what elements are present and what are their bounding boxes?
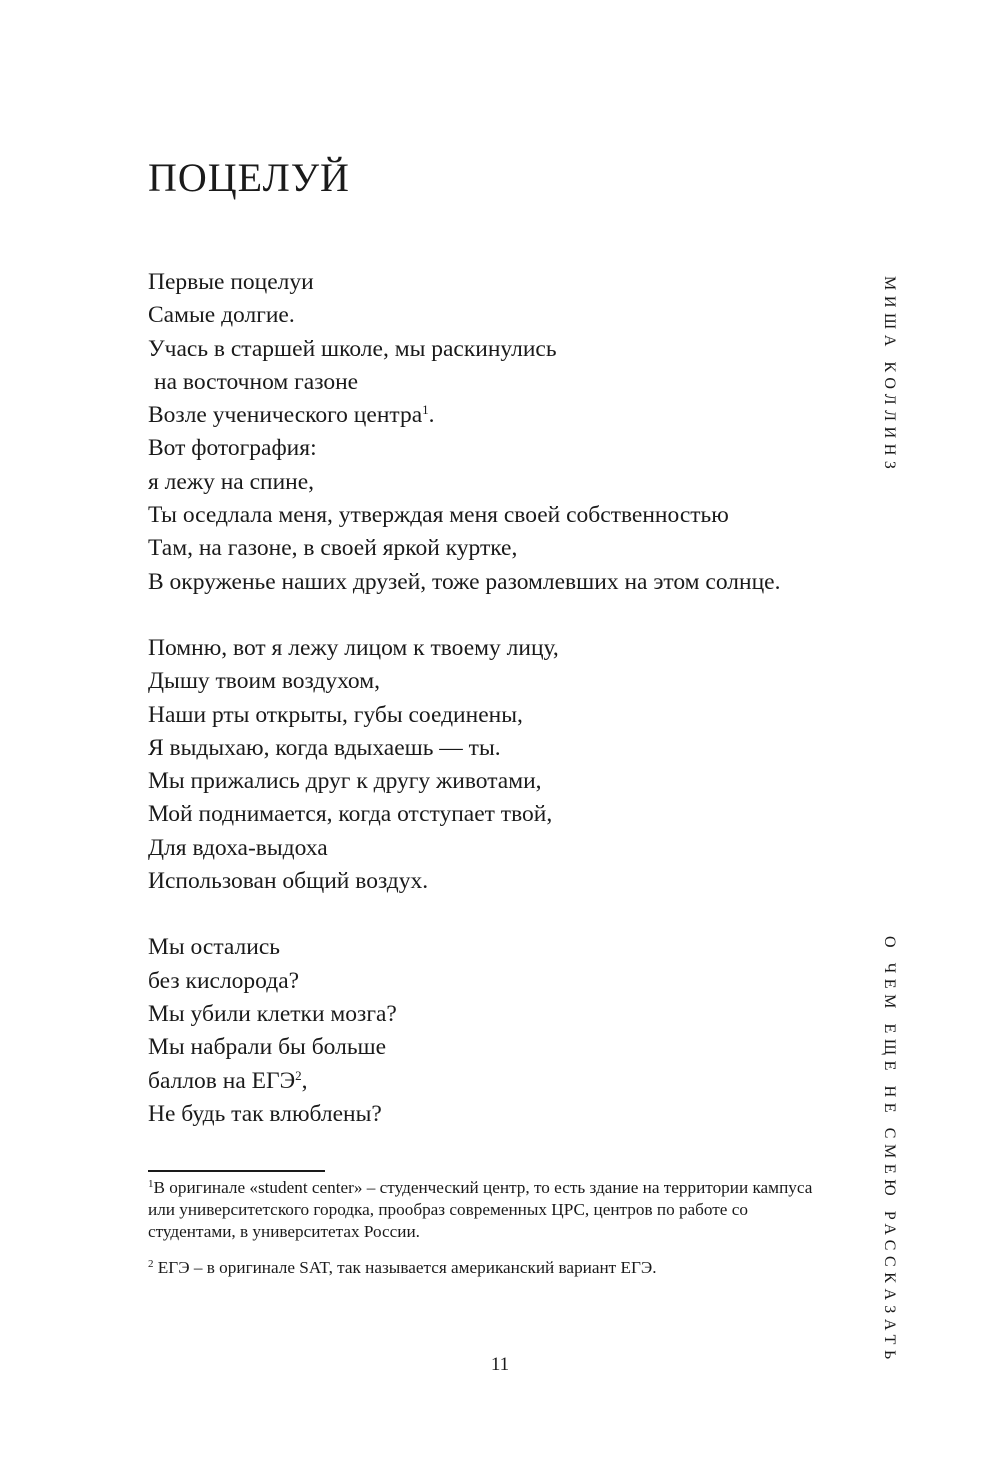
poem-line: Там, на газоне, в своей яркой куртке, xyxy=(148,535,518,562)
stanza-2 xyxy=(148,632,838,898)
footnote-1 xyxy=(148,1177,838,1243)
poem-body xyxy=(148,266,838,1164)
poem-line: Использован общий воздух. xyxy=(148,868,429,895)
poem-line: Вот фотография: xyxy=(148,435,317,462)
footnote-2 xyxy=(148,1257,838,1279)
footnote-rule xyxy=(148,1170,325,1172)
poem-line: Дышу твоим воздухом, xyxy=(148,668,380,695)
poem-title: ПОЦЕЛУЙ xyxy=(148,155,350,200)
poem-line: я лежу на спине, xyxy=(148,468,315,495)
poem-line-text: Возле ученического центра xyxy=(148,402,423,429)
poem-line: на восточном газоне xyxy=(154,368,359,395)
poem-line: Мы остались xyxy=(148,934,280,961)
poem-line: Учась в старшей школе, мы раскинулись xyxy=(148,335,557,362)
line-punctuation: . xyxy=(428,402,435,429)
footnote-mark-1: 1 xyxy=(422,402,429,418)
poem-line: Мы убили клетки мозга? xyxy=(148,1000,397,1027)
running-head-author: МИША КОЛЛИНЗ xyxy=(881,276,898,475)
stanza-3 xyxy=(148,931,838,1131)
poem-line: Наши рты открыты, губы соединены, xyxy=(148,701,523,728)
footnote-number: 1 xyxy=(148,1178,154,1190)
footnote-mark-2: 2 xyxy=(295,1067,302,1083)
poem-line-with-footnote xyxy=(148,399,838,432)
poem-line: Не будь так влюблены? xyxy=(148,1100,382,1127)
page-number: 11 xyxy=(490,1354,510,1375)
poem-line: Помню, вот я лежу лицом к твоему лицу, xyxy=(148,634,559,661)
poem-line-text: баллов на ЕГЭ xyxy=(148,1067,296,1094)
poem-line: Для вдоха-выдоха xyxy=(148,834,328,861)
footnote-number: 2 xyxy=(148,1258,154,1270)
footnote-text: В оригинале «student center» – студенческий центр, то есть здание на территории кампуса или университетского городка, прообраз современных ЦРС, центров по работе со студентами, в университетах России. xyxy=(148,1178,813,1241)
poem-line: Мы прижались друг к другу животами, xyxy=(148,768,542,795)
poem-line: Мы набрали бы больше xyxy=(148,1034,387,1061)
poem-line-with-footnote xyxy=(148,1065,838,1098)
line-punctuation: , xyxy=(301,1067,308,1094)
poem-line: без кислорода? xyxy=(148,967,300,994)
poem-line: Я выдыхаю, когда вдыхаешь — ты. xyxy=(148,734,501,761)
poem-line: Ты оседлала меня, утверждая меня своей собственностью xyxy=(148,502,729,529)
footnotes xyxy=(148,1177,838,1293)
poem-line: Мой поднимается, когда отступает твой, xyxy=(148,801,553,828)
poem-line: В окруженье наших друзей, тоже разомлевших на этом солнце. xyxy=(148,568,781,595)
poem-line: Самые долгие. xyxy=(148,302,295,329)
footnote-text: ЕГЭ – в оригинале SAT, так называется американский вариант ЕГЭ. xyxy=(153,1258,657,1277)
poem-line: Первые поцелуи xyxy=(148,269,314,295)
running-head-book-title: О ЧЕМ ЕЩЕ НЕ СМЕЮ РАССКАЗАТЬ xyxy=(881,936,898,1365)
stanza-1 xyxy=(148,266,838,599)
